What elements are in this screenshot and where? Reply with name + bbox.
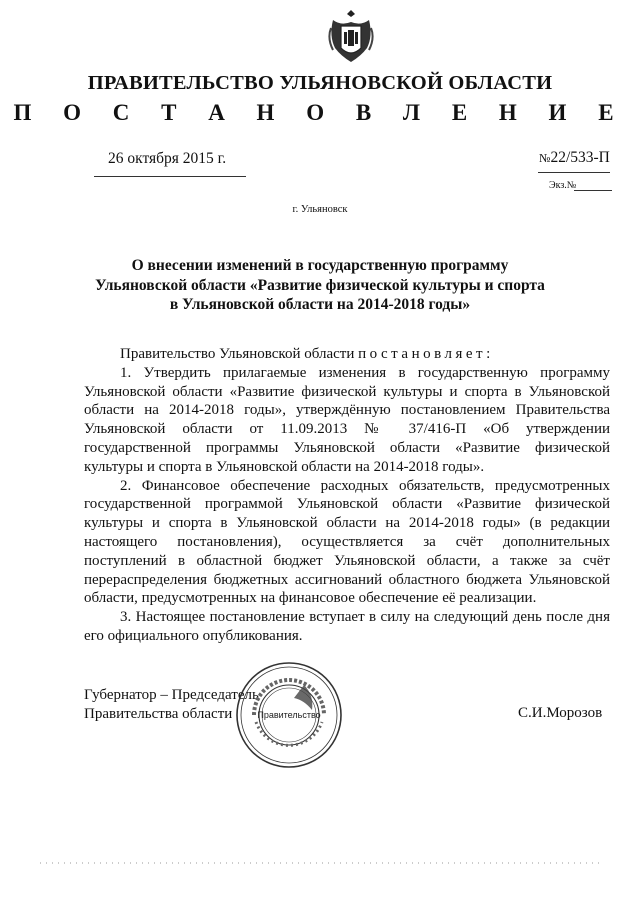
scan-artifact-dots — [40, 858, 600, 868]
document-subject — [60, 256, 580, 315]
paragraph-item-3: 3. Настоящее постановление вступает в силу на следующий день после дня его официального опубликования. — [84, 609, 610, 644]
government-name: ПРАВИТЕЛЬСТВО УЛЬЯНОВСКОЙ ОБЛАСТИ — [87, 72, 553, 94]
signatory-name: С.И.Морозов — [518, 705, 603, 721]
number-value: 22/533-П — [550, 149, 610, 166]
paragraph-item-1: 1. Утвердить прилагаемые изменения в государственную программу Ульяновской области «Развитие физической культуры и спорта в Ульяновской области на 2014-2018 годы», утверждённую постановлением Правительства Ульяновской области от 11.09.2013 № 37/416-П «Об утверждении государственной программы Ульяновской области «Развитие физической культуры и спорта в Ульяновской области на 2014-2018 годы». — [84, 364, 610, 475]
document-body — [84, 345, 610, 646]
official-seal-icon — [234, 660, 344, 770]
seal-center-text: Правительство — [257, 710, 321, 720]
date-underline — [94, 176, 246, 177]
document-date: 26 октября 2015 г. — [108, 150, 227, 167]
subject-line: в Ульяновской области на 2014-2018 годы» — [169, 296, 471, 313]
coat-of-arms-icon — [327, 8, 375, 66]
number-underline — [538, 172, 610, 173]
copy-number-underline — [574, 190, 612, 191]
signatory-position — [84, 686, 259, 724]
document-number — [539, 149, 610, 167]
preamble-text: Правительство Ульяновской области — [120, 346, 359, 362]
document-type: П О С Т А Н О В Л Е Н И Е — [13, 100, 627, 125]
position-line: Правительства области — [84, 705, 233, 722]
number-sign: № — [539, 151, 551, 165]
preamble — [84, 345, 610, 364]
paragraph-item-2: 2. Финансовое обеспечение расходных обязательств, предусмотренных государственной программой Ульяновской области «Развитие физической культуры и спорта в Ульяновской области на 2014-2018 годы» (в редакции настоящего постановления), осуществляется за счёт дополнительных поступлений в областной бюджет Ульяновской области, а также за счёт перераспределения бюджетных ассигнований областного бюджета Ульяновской области, предусмотренных на финансовое обеспечение её реализации. — [84, 477, 610, 607]
preamble-verb: постановляет: — [358, 346, 494, 362]
subject-line: О внесении изменений в государственную программу — [131, 257, 509, 274]
city: г. Ульяновск — [292, 204, 348, 215]
copy-number-label: Экз.№ — [549, 180, 577, 191]
subject-line: Ульяновской области «Развитие физической культуры и спорта — [95, 276, 545, 294]
position-line: Губернатор – Председатель — [84, 687, 259, 703]
